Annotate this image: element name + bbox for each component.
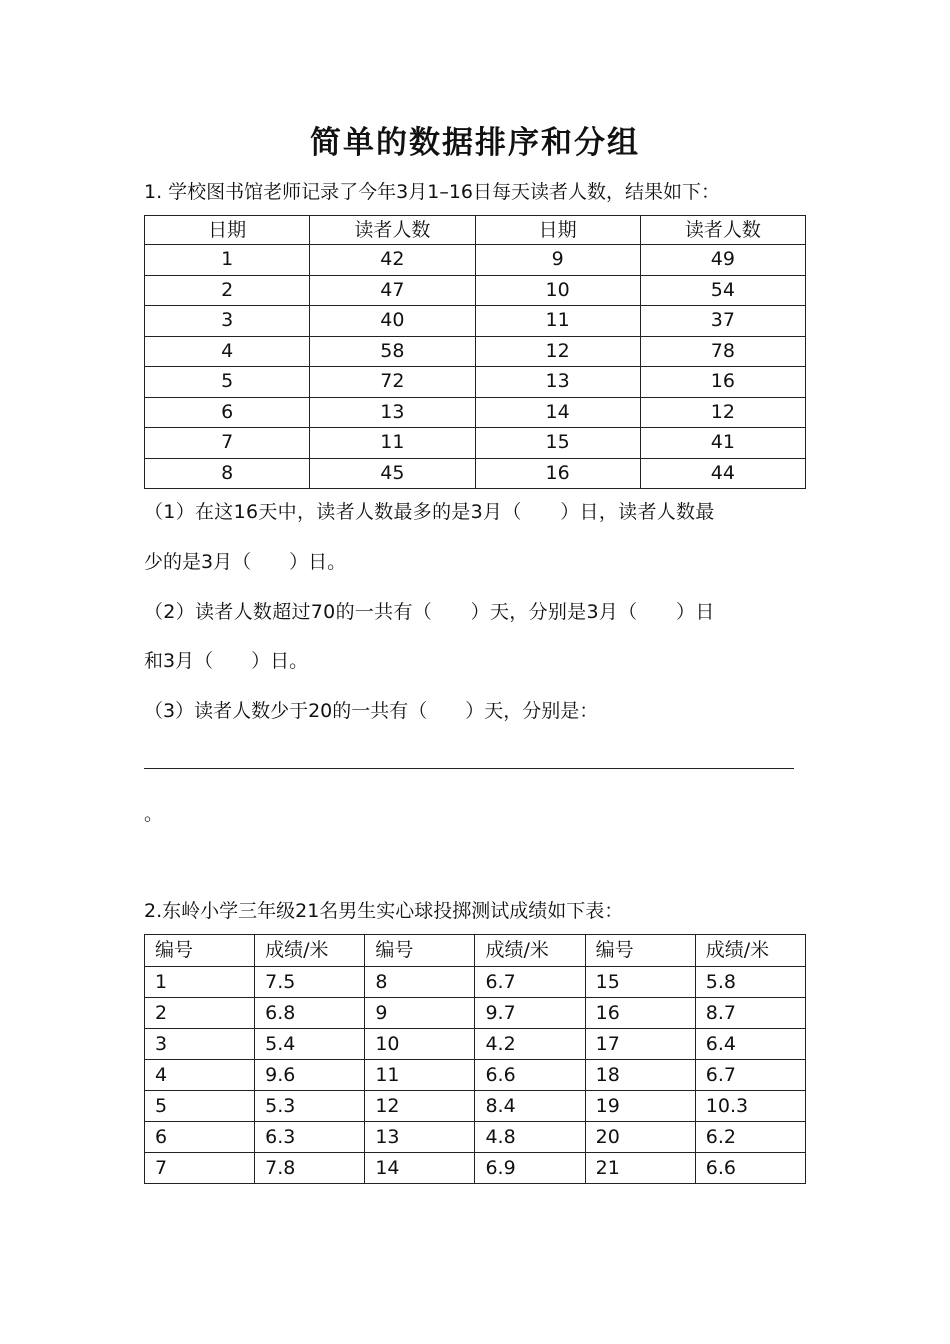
table-row xyxy=(145,245,806,276)
table-cell: 17 xyxy=(585,1029,695,1060)
table-cell: 14 xyxy=(475,397,640,428)
header-number: 编号 xyxy=(585,935,695,967)
table-cell: 5.3 xyxy=(255,1091,365,1122)
table-cell: 10 xyxy=(475,275,640,306)
header-reader-count: 读者人数 xyxy=(640,216,805,245)
table-cell: 6.7 xyxy=(695,1060,805,1091)
table-cell: 9 xyxy=(475,245,640,276)
page-title: 简单的数据排序和分组 xyxy=(310,125,640,161)
table-cell: 72 xyxy=(310,367,475,398)
table-cell: 4 xyxy=(145,336,310,367)
header-number: 编号 xyxy=(365,935,475,967)
table-row xyxy=(145,967,806,998)
table-row xyxy=(145,336,806,367)
header-score: 成绩/米 xyxy=(695,935,805,967)
table-cell: 18 xyxy=(585,1060,695,1091)
header-score: 成绩/米 xyxy=(475,935,585,967)
table-cell: 15 xyxy=(585,967,695,998)
header-date: 日期 xyxy=(145,216,310,245)
table-cell: 13 xyxy=(310,397,475,428)
table-cell: 2 xyxy=(145,998,255,1029)
table-row xyxy=(145,458,806,489)
table-cell: 5 xyxy=(145,1091,255,1122)
table-cell: 5.4 xyxy=(255,1029,365,1060)
sub-question-1-line-2: 少的是3月（ ）日。 xyxy=(144,551,347,573)
table-row xyxy=(145,306,806,337)
table-cell: 6 xyxy=(145,397,310,428)
table-cell: 12 xyxy=(475,336,640,367)
table-cell: 4 xyxy=(145,1060,255,1091)
table-row xyxy=(145,1091,806,1122)
table-cell: 12 xyxy=(365,1091,475,1122)
table-cell: 16 xyxy=(475,458,640,489)
table-cell: 44 xyxy=(640,458,805,489)
table-cell: 7.5 xyxy=(255,967,365,998)
table-cell: 49 xyxy=(640,245,805,276)
table-cell: 9 xyxy=(365,998,475,1029)
table-cell: 45 xyxy=(310,458,475,489)
table-header-row xyxy=(145,935,806,967)
table-cell: 9.7 xyxy=(475,998,585,1029)
header-date: 日期 xyxy=(475,216,640,245)
table-cell: 9.6 xyxy=(255,1060,365,1091)
table-cell: 5 xyxy=(145,367,310,398)
table-cell: 6.3 xyxy=(255,1122,365,1153)
table-cell: 8.4 xyxy=(475,1091,585,1122)
table-cell: 12 xyxy=(640,397,805,428)
table-cell: 13 xyxy=(475,367,640,398)
table-cell: 21 xyxy=(585,1153,695,1184)
table-cell: 6 xyxy=(145,1122,255,1153)
table-cell: 37 xyxy=(640,306,805,337)
sub-question-2-line-1: （2）读者人数超过70的一共有（ ）天，分别是3月（ ）日 xyxy=(144,601,715,623)
table-row xyxy=(145,1060,806,1091)
table-cell: 16 xyxy=(640,367,805,398)
sub-question-2-line-2: 和3月（ ）日。 xyxy=(144,650,309,672)
question-2-intro: 2.东岭小学三年级21名男生实心球投掷测试成绩如下表： xyxy=(144,900,624,922)
table-cell: 42 xyxy=(310,245,475,276)
table-row xyxy=(145,1153,806,1184)
sub-question-1-line-1: （1）在这16天中，读者人数最多的是3月（ ）日，读者人数最 xyxy=(144,501,715,523)
table-cell: 11 xyxy=(475,306,640,337)
question-1-intro: 1. 学校图书馆老师记录了今年3月1–16日每天读者人数，结果如下： xyxy=(144,181,721,203)
table-cell: 6.7 xyxy=(475,967,585,998)
table-cell: 6.4 xyxy=(695,1029,805,1060)
table-cell: 3 xyxy=(145,1029,255,1060)
table-cell: 5.8 xyxy=(695,967,805,998)
table-cell: 1 xyxy=(145,245,310,276)
table-cell: 54 xyxy=(640,275,805,306)
table-cell: 7.8 xyxy=(255,1153,365,1184)
table-cell: 10.3 xyxy=(695,1091,805,1122)
table-cell: 47 xyxy=(310,275,475,306)
table-cell: 7 xyxy=(145,428,310,459)
table-row xyxy=(145,428,806,459)
reader-count-table xyxy=(144,215,806,489)
table-cell: 58 xyxy=(310,336,475,367)
table-cell: 3 xyxy=(145,306,310,337)
table-cell: 6.2 xyxy=(695,1122,805,1153)
header-score: 成绩/米 xyxy=(255,935,365,967)
sub-question-3-end: 。 xyxy=(144,803,164,825)
table-cell: 4.8 xyxy=(475,1122,585,1153)
table-cell: 14 xyxy=(365,1153,475,1184)
answer-blank-line xyxy=(144,768,794,769)
sub-question-3-line-1: （3）读者人数少于20的一共有（ ）天，分别是： xyxy=(144,700,599,722)
table-row xyxy=(145,367,806,398)
table-cell: 2 xyxy=(145,275,310,306)
table-cell: 20 xyxy=(585,1122,695,1153)
table-row xyxy=(145,275,806,306)
table-cell: 8 xyxy=(145,458,310,489)
table-cell: 11 xyxy=(365,1060,475,1091)
table-cell: 78 xyxy=(640,336,805,367)
table-cell: 4.2 xyxy=(475,1029,585,1060)
table-cell: 6.9 xyxy=(475,1153,585,1184)
table-cell: 41 xyxy=(640,428,805,459)
table-header-row xyxy=(145,216,806,245)
table-cell: 8.7 xyxy=(695,998,805,1029)
table-cell: 7 xyxy=(145,1153,255,1184)
table-cell: 8 xyxy=(365,967,475,998)
table-cell: 16 xyxy=(585,998,695,1029)
table-cell: 13 xyxy=(365,1122,475,1153)
table-cell: 6.8 xyxy=(255,998,365,1029)
table-row xyxy=(145,1122,806,1153)
table-row xyxy=(145,1029,806,1060)
header-reader-count: 读者人数 xyxy=(310,216,475,245)
table-cell: 6.6 xyxy=(475,1060,585,1091)
table-cell: 15 xyxy=(475,428,640,459)
table-cell: 1 xyxy=(145,967,255,998)
header-number: 编号 xyxy=(145,935,255,967)
table-cell: 6.6 xyxy=(695,1153,805,1184)
table-row xyxy=(145,397,806,428)
table-cell: 40 xyxy=(310,306,475,337)
shot-put-score-table xyxy=(144,934,806,1184)
table-cell: 10 xyxy=(365,1029,475,1060)
table-cell: 19 xyxy=(585,1091,695,1122)
table-row xyxy=(145,998,806,1029)
table-cell: 11 xyxy=(310,428,475,459)
